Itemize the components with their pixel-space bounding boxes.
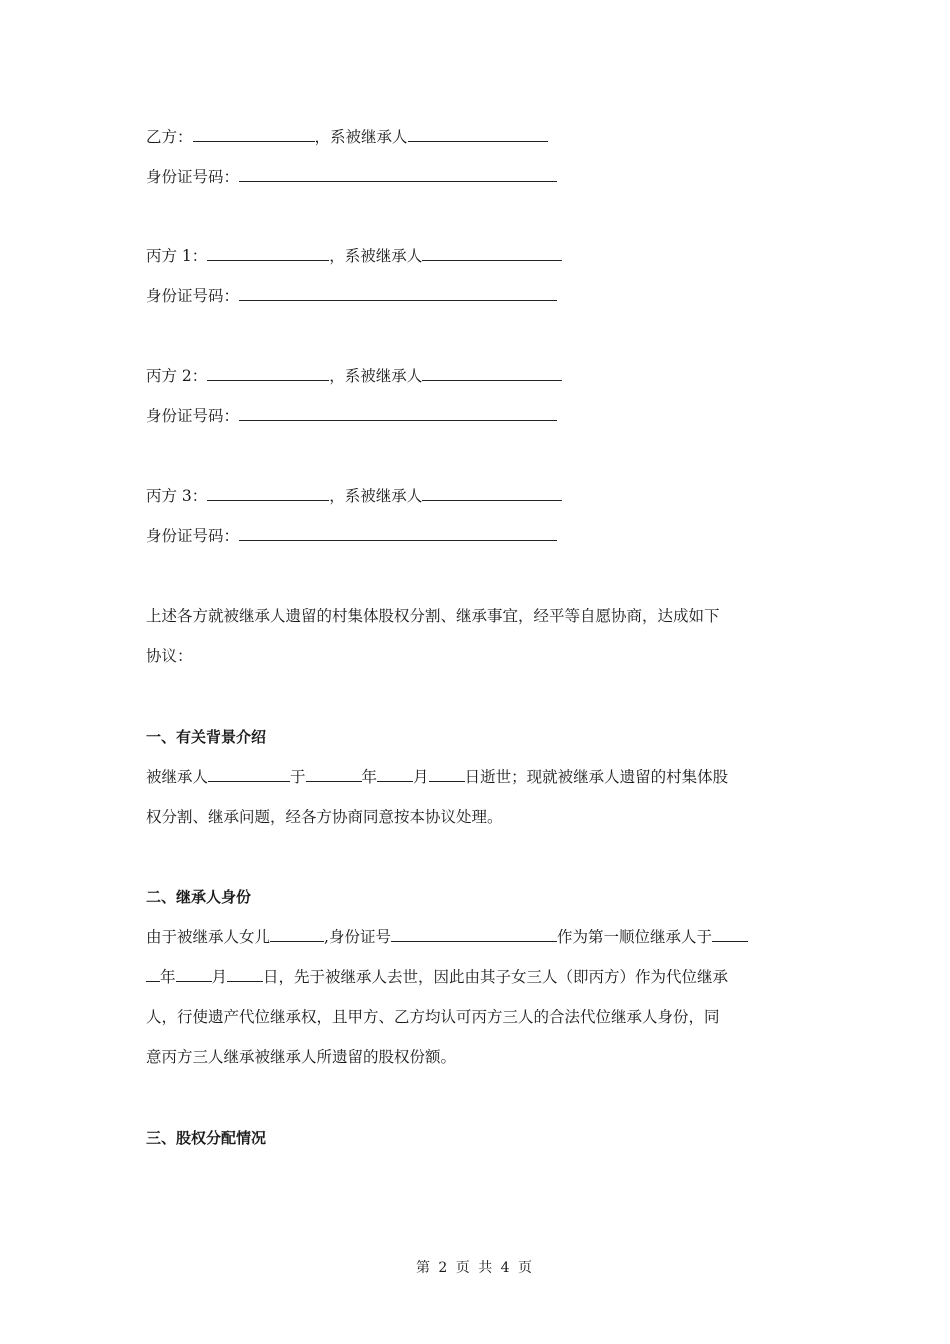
daughter-name-blank: [270, 926, 324, 942]
party-bing3-id-line: [146, 525, 557, 547]
death-year-blank: [306, 766, 362, 782]
daughter-id-blank: [391, 926, 557, 942]
section2-text: 日，先于被继承人去世，因此由其子女三人（即丙方）作为代位继承: [263, 968, 729, 986]
party-yi-line: [146, 126, 548, 148]
section2-text: ,身份证号: [324, 928, 391, 946]
party-bing2-line: [146, 365, 562, 387]
section1-text: 于: [290, 768, 306, 786]
party-bing1-id-label: 身份证号码：: [146, 287, 240, 305]
section1-line-2: 权分割、继承问题，经各方协商同意按本协议处理。: [146, 808, 503, 826]
party-bing3-relation-blank: [422, 485, 562, 501]
section2-text: 作为第一顺位继承人于: [556, 928, 712, 946]
party-yi-relation: ，系被继承人: [314, 128, 408, 146]
party-bing1-id-line: [146, 285, 557, 307]
section1-text: 被继承人: [146, 768, 209, 786]
section2-line-3: 人，行使遗产代位继承权，且甲方、乙方均认可丙方三人的合法代位继承人身份，同: [146, 1008, 720, 1026]
party-bing3-id-label: 身份证号码：: [146, 527, 240, 545]
section2-line-2: [146, 966, 728, 988]
party-bing3-label: 丙方 3：: [146, 487, 208, 505]
party-bing2-name-blank: [207, 365, 329, 381]
party-bing2-id-label: 身份证号码：: [146, 407, 240, 425]
death-day-blank: [429, 766, 465, 782]
party-bing3-relation: ，系被继承人: [329, 487, 423, 505]
party-bing3-name-blank: [207, 485, 329, 501]
party-yi-id-label: 身份证号码：: [146, 168, 240, 186]
section1-heading: 一、有关背景介绍: [146, 728, 267, 746]
section2-heading: 二、继承人身份: [146, 888, 252, 906]
party-bing1-line: [146, 245, 562, 267]
party-bing1-label: 丙方 1：: [146, 247, 208, 265]
section1-line-1: [146, 766, 728, 788]
section2-text: 年: [160, 968, 176, 986]
intro-line-2: 协议：: [146, 647, 193, 665]
page-footer: 第 2 页 共 4 页: [415, 1260, 535, 1276]
section1-text: 日逝世；现就被继承人遗留的村集体股: [464, 768, 729, 786]
party-bing2-id-blank: [239, 405, 557, 421]
party-yi-id-blank: [239, 166, 557, 182]
party-bing2-label: 丙方 2：: [146, 367, 208, 385]
section1-text: 年: [361, 768, 378, 786]
party-bing1-id-blank: [239, 285, 557, 301]
party-bing1-name-blank: [207, 245, 329, 261]
party-bing1-relation: ，系被继承人: [329, 247, 423, 265]
party-bing2-relation: ，系被继承人: [329, 367, 423, 385]
party-yi-name-blank: [193, 126, 315, 142]
section3-heading: 三、股权分配情况: [146, 1129, 267, 1147]
party-yi-id-line: [146, 166, 557, 188]
section1-text: 月: [413, 768, 429, 786]
intro-line-1: 上述各方就被继承人遗留的村集体股权分割、继承事宜，经平等自愿协商，达成如下: [146, 607, 720, 625]
section2-line-4: 意丙方三人继承被继承人所遗留的股权份额。: [146, 1048, 457, 1066]
section2-text: 由于被继承人女儿: [146, 928, 271, 946]
daughter-death-year-blank-b: [146, 966, 160, 982]
party-yi-relation-blank: [408, 126, 548, 142]
party-bing3-line: [146, 485, 562, 507]
party-bing1-relation-blank: [422, 245, 562, 261]
daughter-death-year-blank-a: [712, 926, 748, 942]
death-month-blank: [377, 766, 413, 782]
section2-line-1: [146, 926, 748, 948]
party-bing3-id-blank: [239, 525, 557, 541]
daughter-death-day-blank: [227, 966, 263, 982]
party-bing2-id-line: [146, 405, 557, 427]
decedent-name-blank: [208, 766, 290, 782]
daughter-death-month-blank: [176, 966, 212, 982]
party-yi-label: 乙方：: [146, 128, 193, 146]
party-bing2-relation-blank: [422, 365, 562, 381]
section2-text: 月: [211, 968, 228, 986]
